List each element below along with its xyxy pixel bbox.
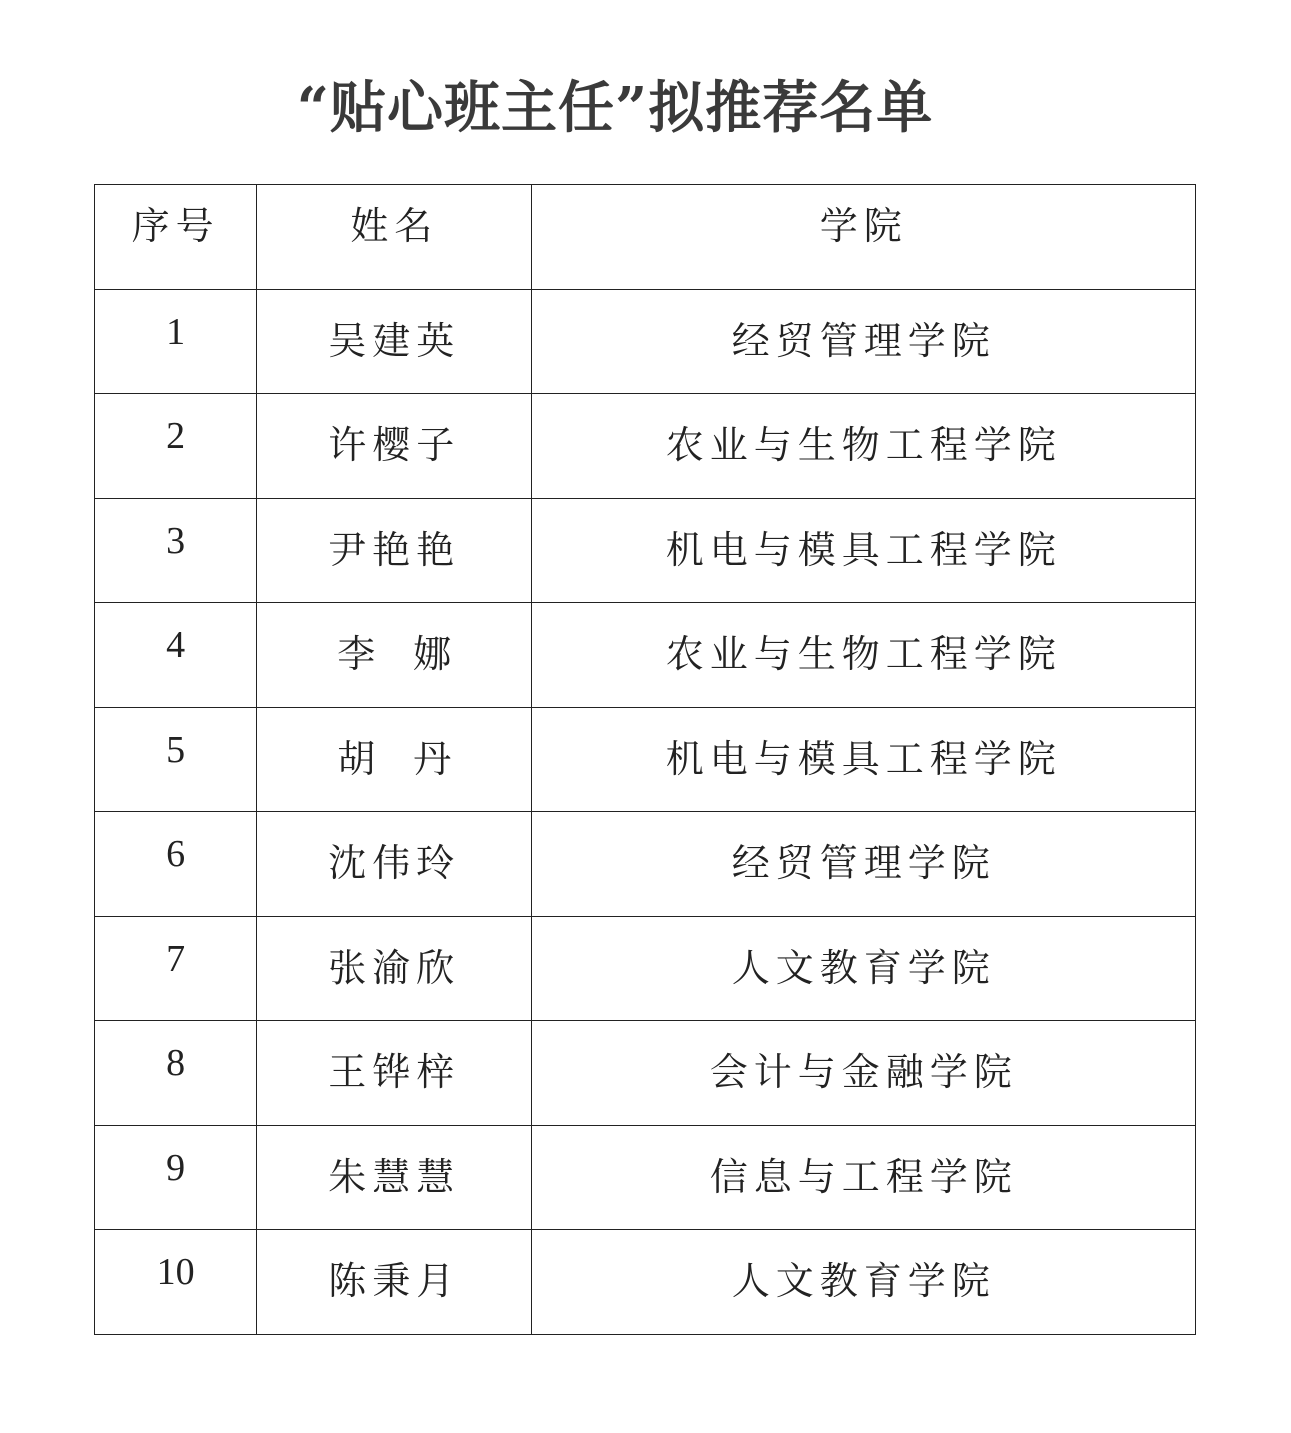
cell-college [532,498,1196,603]
row-name: 朱慧慧 [328,1154,461,1199]
row-name: 王铧梓 [328,1050,461,1094]
cell-college [532,1125,1196,1230]
cell-name [257,1021,532,1126]
row-number: 9 [166,1146,186,1189]
table-row [95,812,1196,917]
row-college: 人文教育学院 [731,945,996,990]
table-row [95,916,1196,1021]
row-name: 胡 丹 [337,736,452,781]
cell-no [95,1230,257,1335]
row-number: 8 [166,1042,186,1084]
header-cell-college [532,185,1196,290]
row-name: 张渝欣 [328,945,461,990]
header-name-label: 姓名 [350,204,439,248]
row-college: 人文教育学院 [731,1259,996,1303]
cell-name [257,498,532,603]
row-college: 农业与生物工程学院 [665,632,1062,676]
cell-college [532,603,1196,708]
row-college: 机电与模具工程学院 [665,736,1062,781]
cell-college [532,1230,1196,1335]
table-row [95,498,1196,603]
row-college: 农业与生物工程学院 [665,423,1062,467]
table-row [95,1230,1196,1335]
cell-name [257,812,532,917]
row-college: 信息与工程学院 [709,1154,1018,1199]
row-number: 4 [166,624,186,666]
cell-name [257,1230,532,1335]
row-college: 会计与金融学院 [709,1050,1018,1094]
row-number: 7 [166,937,186,980]
cell-no [95,707,257,812]
row-number: 10 [156,1251,195,1293]
cell-no [95,1021,257,1126]
cell-college [532,916,1196,1021]
cell-no [95,1125,257,1230]
page-title: “贴心班主任”拟推荐名单 [296,75,934,141]
table-row [95,1021,1196,1126]
cell-name [257,707,532,812]
cell-no [95,812,257,917]
row-college: 经贸管理学院 [731,318,996,363]
table-row [95,603,1196,708]
row-name: 许樱子 [328,423,461,467]
row-number: 5 [166,728,186,771]
cell-name [257,1125,532,1230]
row-number: 1 [166,310,186,353]
row-name: 尹艳艳 [328,527,461,572]
header-no-label: 序号 [131,204,220,248]
row-number: 2 [166,415,186,457]
cell-college [532,289,1196,394]
row-name: 李 娜 [337,632,452,676]
table-header-row [95,185,1196,290]
row-name: 沈伟玲 [328,841,461,885]
cell-no [95,289,257,394]
cell-name [257,603,532,708]
table-row [95,289,1196,394]
cell-name [257,394,532,499]
cell-no [95,603,257,708]
row-number: 6 [166,833,186,875]
cell-college [532,707,1196,812]
header-college-label: 学院 [819,204,908,248]
row-college: 经贸管理学院 [731,841,996,885]
cell-college [532,812,1196,917]
recommendation-table [94,184,1196,1335]
table-row [95,1125,1196,1230]
table-row [95,394,1196,499]
cell-name [257,916,532,1021]
cell-no [95,394,257,499]
row-name: 陈秉月 [328,1259,461,1303]
cell-no [95,916,257,1021]
row-college: 机电与模具工程学院 [665,527,1062,572]
cell-college [532,1021,1196,1126]
cell-no [95,498,257,603]
cell-college [532,394,1196,499]
row-number: 3 [166,519,186,562]
cell-name [257,289,532,394]
table-row [95,707,1196,812]
row-name: 吴建英 [328,318,461,363]
header-cell-name [257,185,532,290]
header-cell-no [95,185,257,290]
